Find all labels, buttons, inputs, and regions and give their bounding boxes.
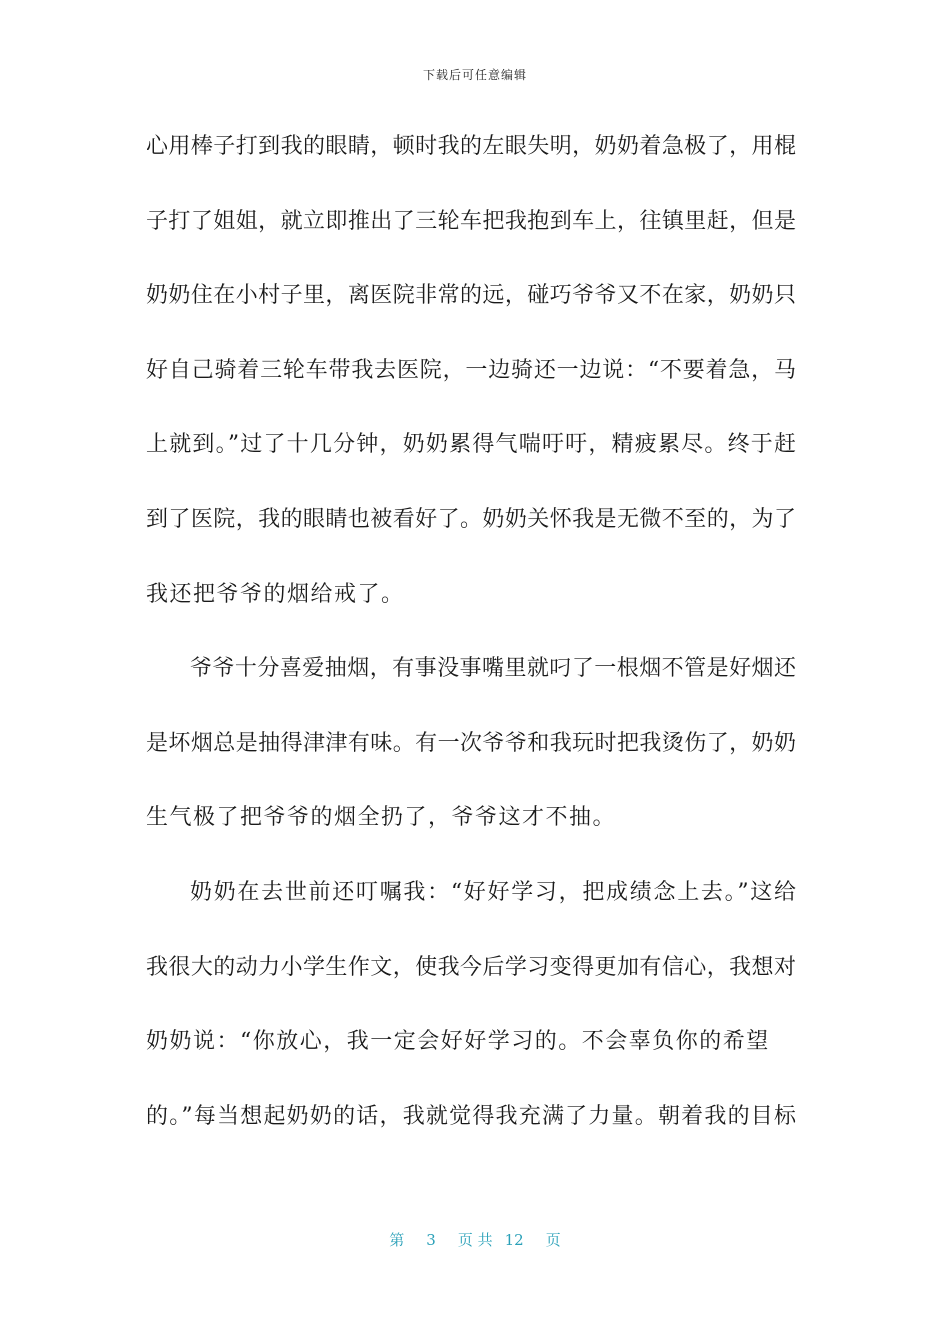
total-pages-number: 12 (504, 1231, 524, 1249)
body-line: 奶奶住在小村子里，离医院非常的远，碰巧爷爷又不在家，奶奶只 (146, 283, 796, 309)
body-line: 的。”每当想起奶奶的话，我就觉得我充满了力量。朝着我的目标 (146, 1103, 796, 1129)
body-line: 心用棒子打到我的眼睛，顿时我的左眼失明，奶奶着急极了，用棍 (146, 134, 796, 159)
footer-middle: 页 共 (457, 1231, 493, 1249)
current-page-number: 3 (426, 1231, 436, 1249)
body-line: 上就到。”过了十几分钟，奶奶累得气喘吁吁，精疲累尽。终于赶 (146, 432, 796, 458)
body-line: 奶奶在去世前还叮嘱我：“好好学习，把成绩念上去。”这给 (190, 879, 796, 905)
page-footer (0, 1229, 950, 1250)
body-line: 生气极了把爷爷的烟全扔了，爷爷这才不抽。 (146, 805, 617, 831)
body-line: 好自己骑着三轮车带我去医院，一边骑还一边说：“不要着急，马 (146, 357, 796, 383)
body-line: 子打了姐姐，就立即推出了三轮车把我抱到车上，往镇里赶，但是 (146, 208, 796, 234)
body-line: 到了医院，我的眼睛也被看好了。奶奶关怀我是无微不至的，为了 (146, 506, 796, 532)
footer-prefix: 第 (389, 1231, 405, 1249)
page-header: 下载后可任意编辑 (422, 68, 527, 82)
body-line: 奶奶说：“你放心，我一定会好好学习的。不会辜负你的希望 (146, 1029, 770, 1055)
document-body (146, 122, 796, 1166)
body-line: 是坏烟总是抽得津津有味。有一次爷爷和我玩时把我烫伤了，奶奶 (146, 730, 796, 756)
body-line: 爷爷十分喜爱抽烟，有事没事嘴里就叼了一根烟不管是好烟还 (190, 656, 796, 682)
footer-suffix: 页 (545, 1231, 561, 1249)
body-line: 我很大的动力小学生作文，使我今后学习变得更加有信心，我想对 (146, 954, 796, 980)
body-line: 我还把爷爷的烟给戒了。 (146, 581, 405, 607)
